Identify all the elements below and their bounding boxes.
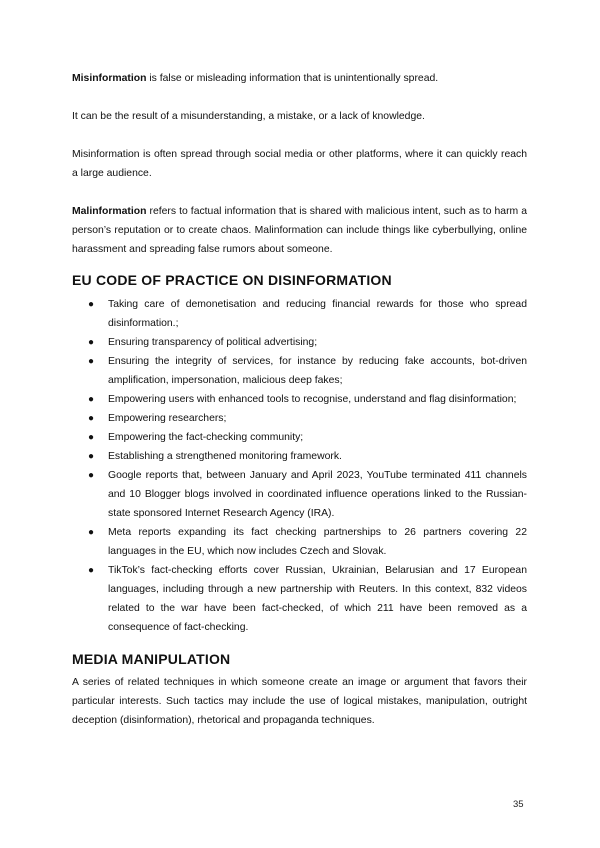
- list-item-text: Meta reports expanding its fact checking partnerships to 26 partners covering 22 languages in the EU, which now includes Czech and Slovak.: [108, 527, 527, 557]
- list-item: [72, 295, 527, 333]
- list-item-text: Empowering the fact-checking community;: [108, 432, 304, 443]
- media-manipulation-heading: MEDIA MANIPULATION: [72, 651, 231, 667]
- misinformation-spread: Misinformation is often spread through social media or other platforms, where it can quickly reach a large audience.: [72, 149, 527, 179]
- page-number: 35: [513, 799, 524, 810]
- list-item: [72, 428, 527, 447]
- malinformation-definition: [72, 202, 527, 259]
- bullet-icon: ●: [88, 565, 95, 576]
- list-item-text: Taking care of demonetisation and reducing financial rewards for those who spread disinformation.;: [108, 299, 527, 329]
- eu-code-heading: EU CODE OF PRACTICE ON DISINFORMATION: [72, 272, 392, 288]
- misinformation-term: Misinformation: [72, 73, 147, 84]
- malinformation-term: Malinformation: [72, 206, 147, 217]
- bullet-icon: ●: [88, 337, 95, 348]
- list-item-text: Ensuring transparency of political advertising;: [108, 337, 318, 348]
- bullet-icon: ●: [88, 451, 95, 462]
- list-item: [72, 466, 527, 523]
- bullet-icon: ●: [88, 470, 95, 481]
- page-content: [72, 69, 527, 730]
- list-item: [72, 409, 527, 428]
- list-item: [72, 352, 527, 390]
- malinformation-definition-text: refers to factual information that is shared with malicious intent, such as to harm a person’s reputation or to create chaos. Malinformation can include things like cyberbullying, online harassment and spreading false rumors about someone.: [72, 206, 527, 255]
- list-item-text: Empowering researchers;: [108, 413, 227, 424]
- misinformation-definition-text: is false or misleading information that is unintentionally spread.: [146, 73, 439, 84]
- list-item-text: Google reports that, between January and April 2023, YouTube terminated 411 channels and 10 Blogger blogs involved in coordinated influence operations linked to the Russian-state sponsored Internet Research Agency (IRA).: [108, 470, 527, 519]
- bullet-icon: ●: [88, 394, 95, 405]
- list-item-text: Empowering users with enhanced tools to recognise, understand and flag disinformation;: [108, 394, 517, 405]
- list-item-text: Establishing a strengthened monitoring framework.: [108, 451, 342, 462]
- list-item: [72, 333, 527, 352]
- bullet-icon: ●: [88, 527, 95, 538]
- list-item: [72, 390, 527, 409]
- list-item-text: TikTok’s fact-checking efforts cover Russian, Ukrainian, Belarusian and 17 European languages, including through a new partnership with Reuters. In this context, 832 videos related to the war have been fact-checked, of which 211 have been removed as a consequence of fact-checking.: [108, 565, 527, 633]
- bullet-icon: ●: [88, 356, 95, 367]
- list-item: [72, 561, 527, 637]
- eu-code-list: [72, 295, 527, 637]
- misinformation-cause: It can be the result of a misunderstanding, a mistake, or a lack of knowledge.: [72, 111, 425, 122]
- list-item: [72, 523, 527, 561]
- media-manipulation-body: A series of related techniques in which someone create an image or argument that favors their particular interests. Such tactics may include the use of logical mistakes, manipulation, outright deception (disinformation), rhetorical and propaganda techniques.: [72, 677, 527, 726]
- bullet-icon: ●: [88, 299, 95, 310]
- list-item-text: Ensuring the integrity of services, for instance by reducing fake accounts, bot-driven amplification, impersonation, malicious deep fakes;: [108, 356, 527, 386]
- misinformation-definition: [72, 69, 527, 88]
- bullet-icon: ●: [88, 413, 95, 424]
- list-item: [72, 447, 527, 466]
- bullet-icon: ●: [88, 432, 95, 443]
